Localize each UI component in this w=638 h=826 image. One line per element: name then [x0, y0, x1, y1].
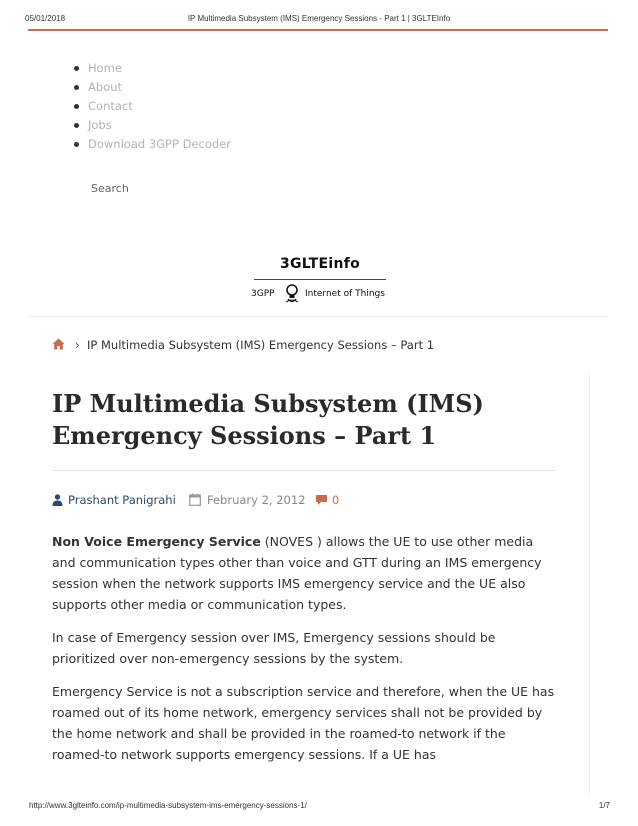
search-link[interactable]: Search — [91, 182, 129, 195]
post-content — [52, 531, 557, 777]
print-footer — [0, 801, 638, 815]
logo-tag-3gpp: 3GPP — [251, 289, 275, 299]
paragraph-1-text: (NOVES ) allows the UE to use other media and communication types other than voice and GTT during an IMS emergency session when the network supports IMS emergency service and the UE also supports other media or communication types. — [52, 534, 542, 612]
nav-item-contact[interactable]: Contact — [63, 97, 231, 116]
nav-item-jobs[interactable]: Jobs — [63, 116, 231, 135]
post-date: February 2, 2012 — [207, 493, 306, 507]
nav-item-home[interactable]: Home — [63, 59, 231, 78]
site-logo[interactable] — [250, 256, 390, 306]
main-nav — [63, 59, 231, 154]
sidebar-border — [589, 373, 590, 795]
home-icon[interactable] — [52, 338, 65, 350]
print-header-rule — [28, 29, 608, 31]
bulb-icon — [284, 282, 300, 304]
user-icon — [52, 494, 63, 506]
post-title: IP Multimedia Subsystem (IMS) Emergency Sessions – Part 1 — [52, 389, 484, 450]
calendar-icon — [189, 493, 201, 506]
print-date: 05/01/2018 — [25, 14, 66, 23]
paragraph-1 — [52, 531, 557, 615]
comment-count[interactable]: 0 — [332, 493, 340, 507]
paragraph-2: In case of Emergency session over IMS, Emergency sessions should be prioritized over non-emergency sessions by the system. — [52, 630, 496, 666]
breadcrumb-current: IP Multimedia Subsystem (IMS) Emergency Sessions – Part 1 — [87, 338, 435, 352]
print-page-title: IP Multimedia Subsystem (IMS) Emergency Sessions - Part 1 | 3GLTEInfo — [187, 14, 451, 23]
nav-item-download-3gpp-decoder[interactable]: Download 3GPP Decoder — [63, 135, 231, 154]
logo-rule — [254, 279, 386, 280]
header-divider — [28, 316, 608, 317]
print-page-number: 1/7 — [598, 801, 610, 810]
logo-brand: 3GLTEinfo — [279, 256, 361, 272]
paragraph-3: Emergency Service is not a subscription service and therefore, when the UE has roamed out of its home network, emergency services shall not be provided by the home network and shall be provided in the roamed-to network if the roamed-to network supports emergency sessions. If a UE has — [52, 684, 555, 762]
logo-tag-iot: Internet of Things — [305, 289, 385, 299]
noves-term: Non Voice Emergency Service — [52, 534, 261, 549]
comment-icon — [315, 494, 328, 506]
nav-item-about[interactable]: About — [63, 78, 231, 97]
title-divider — [52, 470, 557, 471]
print-url: http://www.3glteinfo.com/ip-multimedia-subsystem-ims-emergency-sessions-1/ — [29, 801, 307, 810]
chevron-right-icon: › — [75, 338, 80, 352]
post-author[interactable]: Prashant Panigrahi — [68, 493, 176, 507]
print-header — [0, 0, 638, 32]
